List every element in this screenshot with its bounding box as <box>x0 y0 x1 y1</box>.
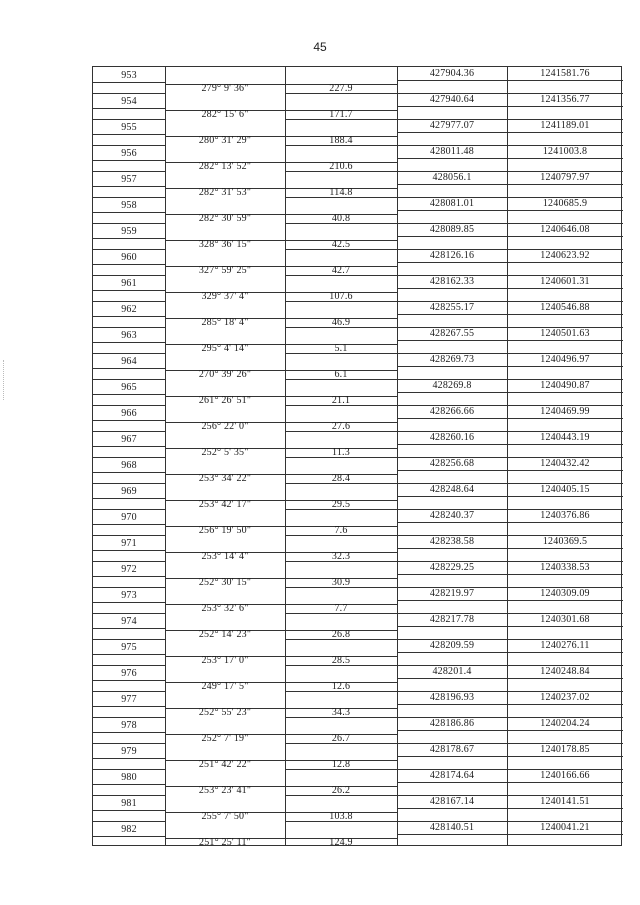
row-divider <box>93 275 165 276</box>
row-subdivider <box>397 132 623 133</box>
row-subdivider <box>93 446 165 447</box>
coordinate-y: 1240432.42 <box>540 458 590 469</box>
point-number: 977 <box>121 694 137 705</box>
row-subdivider <box>93 550 165 551</box>
coordinate-y: 1240623.92 <box>540 250 590 261</box>
row-subdivider <box>93 264 165 265</box>
row-divider <box>285 197 397 198</box>
row-subdivider <box>397 808 623 809</box>
row-divider <box>93 691 165 692</box>
segment-length: 103.8 <box>329 811 353 822</box>
row-divider <box>285 327 397 328</box>
direction-angle: 295° 4' 14" <box>201 343 249 354</box>
row-subdivider <box>93 212 165 213</box>
row-subdivider <box>93 238 165 239</box>
row-subdivider <box>93 316 165 317</box>
coordinate-y: 1241189.01 <box>540 120 590 131</box>
coordinate-y: 1240443.19 <box>540 432 590 443</box>
row-subdivider <box>93 576 165 577</box>
segment-length: 171.7 <box>329 109 353 120</box>
row-divider <box>93 145 165 146</box>
row-subdivider <box>397 626 623 627</box>
point-number: 960 <box>121 252 137 263</box>
segment-length: 29.5 <box>331 499 351 510</box>
direction-angle: 261° 26' 51" <box>198 395 252 406</box>
direction-angle: 253° 14' 4" <box>201 551 249 562</box>
row-subdivider <box>397 600 623 601</box>
row-divider <box>285 405 397 406</box>
point-number: 967 <box>121 434 137 445</box>
coordinate-y: 1240797.97 <box>540 172 590 183</box>
row-subdivider <box>397 80 623 81</box>
row-subdivider <box>397 730 623 731</box>
point-number: 975 <box>121 642 137 653</box>
row-subdivider <box>397 834 623 835</box>
row-divider <box>93 327 165 328</box>
row-subdivider <box>93 290 165 291</box>
row-subdivider <box>397 496 623 497</box>
direction-angle: 252° 30' 15" <box>198 577 252 588</box>
row-subdivider <box>93 524 165 525</box>
segment-length: 7.6 <box>334 525 348 536</box>
row-subdivider <box>93 784 165 785</box>
segment-length: 26.8 <box>331 629 351 640</box>
point-number: 972 <box>121 564 137 575</box>
row-divider <box>285 431 397 432</box>
coordinate-y: 1241003.8 <box>542 146 588 157</box>
coordinates-table <box>92 66 622 846</box>
coordinate-y: 1240309.09 <box>540 588 590 599</box>
direction-angle: 282° 15' 6" <box>201 109 249 120</box>
coordinate-x: 427940.64 <box>429 94 475 105</box>
row-subdivider <box>93 758 165 759</box>
coordinate-x: 428201.4 <box>432 666 472 677</box>
row-subdivider <box>397 314 623 315</box>
row-divider <box>285 301 397 302</box>
segment-length: 227.9 <box>329 83 353 94</box>
direction-angle: 255° 7' 50" <box>201 811 249 822</box>
row-divider <box>93 769 165 770</box>
segment-length: 188.4 <box>329 135 353 146</box>
row-divider <box>93 93 165 94</box>
row-divider <box>93 717 165 718</box>
row-divider <box>93 353 165 354</box>
coordinate-y: 1240276.11 <box>540 640 590 651</box>
row-divider <box>285 379 397 380</box>
direction-angle: 252° 5' 35" <box>201 447 249 458</box>
point-number: 957 <box>121 174 137 185</box>
row-subdivider <box>93 186 165 187</box>
segment-length: 12.8 <box>331 759 351 770</box>
coordinate-y: 1240141.51 <box>540 796 590 807</box>
row-divider <box>93 535 165 536</box>
coordinate-x: 428089.85 <box>429 224 475 235</box>
row-subdivider <box>397 340 623 341</box>
segment-length: 26.2 <box>331 785 351 796</box>
coordinate-x: 427904.36 <box>429 68 475 79</box>
segment-length: 210.6 <box>329 161 353 172</box>
row-divider <box>285 119 397 120</box>
row-divider <box>93 561 165 562</box>
row-subdivider <box>397 236 623 237</box>
segment-length: 42.5 <box>331 239 351 250</box>
row-subdivider <box>93 836 165 837</box>
direction-angle: 327° 59' 25" <box>198 265 252 276</box>
segment-length: 46.9 <box>331 317 351 328</box>
segment-length: 114.8 <box>329 187 353 198</box>
coordinate-y: 1240501.63 <box>540 328 590 339</box>
row-divider <box>285 483 397 484</box>
point-number: 973 <box>121 590 137 601</box>
segment-length: 12.6 <box>331 681 351 692</box>
row-divider <box>93 171 165 172</box>
row-divider <box>285 249 397 250</box>
row-divider <box>93 457 165 458</box>
row-subdivider <box>93 680 165 681</box>
direction-angle: 256° 22' 0" <box>201 421 249 432</box>
point-number: 961 <box>121 278 137 289</box>
row-divider <box>285 457 397 458</box>
coordinate-x: 428260.16 <box>429 432 475 443</box>
point-number: 962 <box>121 304 137 315</box>
row-subdivider <box>93 342 165 343</box>
row-divider <box>285 561 397 562</box>
coordinate-x: 428167.14 <box>429 796 475 807</box>
direction-angle: 253° 17' 0" <box>201 655 249 666</box>
coordinate-y: 1240301.68 <box>540 614 590 625</box>
segment-length: 124.9 <box>329 837 353 848</box>
coordinate-x: 428255.17 <box>429 302 475 313</box>
row-divider <box>93 665 165 666</box>
coordinate-x: 428217.78 <box>429 614 475 625</box>
row-divider <box>285 717 397 718</box>
point-number: 982 <box>121 824 137 835</box>
coordinate-x: 428140.51 <box>429 822 475 833</box>
scan-artifact <box>3 360 5 400</box>
row-divider <box>285 223 397 224</box>
coordinate-x: 428162.33 <box>429 276 475 287</box>
segment-length: 30.9 <box>331 577 351 588</box>
row-divider <box>93 249 165 250</box>
segment-length: 42.7 <box>331 265 351 276</box>
row-subdivider <box>397 418 623 419</box>
coordinate-y: 1241356.77 <box>540 94 590 105</box>
point-number: 981 <box>121 798 137 809</box>
coordinate-y: 1240490.87 <box>540 380 590 391</box>
row-subdivider <box>93 82 165 83</box>
coordinate-y: 1240469.99 <box>540 406 590 417</box>
direction-angle: 252° 55' 23" <box>198 707 252 718</box>
direction-angle: 252° 14' 23" <box>198 629 252 640</box>
segment-length: 28.5 <box>331 655 351 666</box>
segment-length: 28.4 <box>331 473 351 484</box>
coordinate-y: 1240178.85 <box>540 744 590 755</box>
row-divider <box>285 145 397 146</box>
segment-length: 32.3 <box>331 551 351 562</box>
point-number: 958 <box>121 200 137 211</box>
coordinate-x: 428081.01 <box>429 198 475 209</box>
coordinate-y: 1240601.31 <box>540 276 590 287</box>
row-divider <box>285 639 397 640</box>
coordinate-y: 1240546.88 <box>540 302 590 313</box>
row-subdivider <box>93 732 165 733</box>
direction-angle: 282° 31' 53" <box>198 187 252 198</box>
row-subdivider <box>93 602 165 603</box>
coordinate-y: 1240376.86 <box>540 510 590 521</box>
row-subdivider <box>397 574 623 575</box>
coordinate-x: 428219.97 <box>429 588 475 599</box>
point-number: 953 <box>121 70 137 81</box>
direction-angle: 251° 42' 22" <box>198 759 252 770</box>
row-divider <box>285 795 397 796</box>
row-subdivider <box>397 522 623 523</box>
point-number: 965 <box>121 382 137 393</box>
point-number: 978 <box>121 720 137 731</box>
row-divider <box>285 93 397 94</box>
coordinate-y: 1240237.02 <box>540 692 590 703</box>
point-number: 969 <box>121 486 137 497</box>
row-subdivider <box>397 366 623 367</box>
segment-length: 11.3 <box>332 447 350 458</box>
direction-angle: 253° 23' 41" <box>198 785 252 796</box>
direction-angle: 329° 37' 4" <box>201 291 249 302</box>
coordinate-y: 1240166.66 <box>540 770 590 781</box>
coordinate-x: 428174.64 <box>429 770 475 781</box>
coordinate-x: 427977.07 <box>429 120 475 131</box>
coordinate-x: 428248.64 <box>429 484 475 495</box>
row-divider <box>285 665 397 666</box>
row-subdivider <box>397 782 623 783</box>
direction-angle: 249° 17' 5" <box>201 681 249 692</box>
point-number: 968 <box>121 460 137 471</box>
row-divider <box>285 535 397 536</box>
row-divider <box>285 587 397 588</box>
row-subdivider <box>397 444 623 445</box>
row-divider <box>285 769 397 770</box>
coordinate-y: 1240204.24 <box>540 718 590 729</box>
segment-length: 26.7 <box>331 733 351 744</box>
segment-length: 27.6 <box>331 421 351 432</box>
row-subdivider <box>397 652 623 653</box>
row-divider <box>93 223 165 224</box>
row-subdivider <box>397 106 623 107</box>
coordinate-y: 1240646.08 <box>540 224 590 235</box>
row-divider <box>285 509 397 510</box>
row-divider <box>93 431 165 432</box>
segment-length: 107.6 <box>329 291 353 302</box>
coordinate-y: 1240248.84 <box>540 666 590 677</box>
row-subdivider <box>397 548 623 549</box>
coordinate-x: 428196.93 <box>429 692 475 703</box>
row-subdivider <box>397 210 623 211</box>
coordinate-x: 428178.67 <box>429 744 475 755</box>
direction-angle: 253° 32' 6" <box>201 603 249 614</box>
row-divider <box>285 353 397 354</box>
coordinate-x: 428240.37 <box>429 510 475 521</box>
row-subdivider <box>397 756 623 757</box>
row-divider <box>93 119 165 120</box>
row-subdivider <box>93 706 165 707</box>
row-divider <box>285 691 397 692</box>
point-number: 956 <box>121 148 137 159</box>
direction-angle: 252° 7' 19" <box>201 733 249 744</box>
coordinate-y: 1240405.15 <box>540 484 590 495</box>
row-subdivider <box>93 108 165 109</box>
row-subdivider <box>93 160 165 161</box>
direction-angle: 270° 39' 26" <box>198 369 252 380</box>
point-number: 971 <box>121 538 137 549</box>
coordinate-y: 1240496.97 <box>540 354 590 365</box>
point-number: 974 <box>121 616 137 627</box>
row-subdivider <box>93 472 165 473</box>
coordinate-x: 428267.55 <box>429 328 475 339</box>
segment-length: 5.1 <box>334 343 348 354</box>
direction-angle: 251° 25' 11" <box>199 837 251 848</box>
coordinate-y: 1240369.5 <box>542 536 588 547</box>
segment-length: 7.7 <box>334 603 348 614</box>
segment-length: 40.8 <box>331 213 351 224</box>
row-divider <box>93 743 165 744</box>
row-subdivider <box>93 654 165 655</box>
row-divider <box>93 795 165 796</box>
row-divider <box>93 379 165 380</box>
row-divider <box>93 405 165 406</box>
coordinate-x: 428266.66 <box>429 406 475 417</box>
point-number: 976 <box>121 668 137 679</box>
row-subdivider <box>397 184 623 185</box>
row-subdivider <box>93 394 165 395</box>
row-subdivider <box>397 704 623 705</box>
row-subdivider <box>397 678 623 679</box>
coordinate-x: 428229.25 <box>429 562 475 573</box>
segment-length: 21.1 <box>331 395 351 406</box>
row-subdivider <box>93 420 165 421</box>
direction-angle: 253° 42' 17" <box>198 499 252 510</box>
row-subdivider <box>93 810 165 811</box>
point-number: 979 <box>121 746 137 757</box>
row-divider <box>93 301 165 302</box>
row-subdivider <box>93 628 165 629</box>
coordinate-x: 428056.1 <box>432 172 472 183</box>
row-divider <box>93 587 165 588</box>
coordinate-x: 428256.68 <box>429 458 475 469</box>
point-number: 955 <box>121 122 137 133</box>
row-divider <box>93 821 165 822</box>
row-divider <box>285 613 397 614</box>
coordinate-y: 1240685.9 <box>542 198 588 209</box>
point-number: 959 <box>121 226 137 237</box>
row-divider <box>93 613 165 614</box>
coordinate-x: 428269.73 <box>429 354 475 365</box>
direction-angle: 282° 30' 59" <box>198 213 252 224</box>
row-divider <box>93 483 165 484</box>
direction-angle: 285° 18' 4" <box>201 317 249 328</box>
direction-angle: 280° 31' 29" <box>198 135 252 146</box>
direction-angle: 282° 13' 52" <box>198 161 252 172</box>
direction-angle: 256° 19' 50" <box>198 525 252 536</box>
row-divider <box>93 197 165 198</box>
coordinate-x: 428126.16 <box>429 250 475 261</box>
coordinate-x: 428269.8 <box>432 380 472 391</box>
row-divider <box>285 743 397 744</box>
row-divider <box>93 639 165 640</box>
segment-length: 34.3 <box>331 707 351 718</box>
row-subdivider <box>93 368 165 369</box>
row-divider <box>93 509 165 510</box>
row-subdivider <box>397 392 623 393</box>
point-number: 970 <box>121 512 137 523</box>
row-subdivider <box>397 288 623 289</box>
segment-length: 6.1 <box>334 369 348 380</box>
page-number: 45 <box>313 40 327 54</box>
coordinate-y: 1240338.53 <box>540 562 590 573</box>
row-subdivider <box>93 498 165 499</box>
row-divider <box>285 171 397 172</box>
point-number: 980 <box>121 772 137 783</box>
direction-angle: 253° 34' 22" <box>198 473 252 484</box>
direction-angle: 328° 36' 15" <box>198 239 252 250</box>
point-number: 954 <box>121 96 137 107</box>
coordinate-y: 1241581.76 <box>540 68 590 79</box>
coordinate-x: 428238.58 <box>429 536 475 547</box>
row-subdivider <box>93 134 165 135</box>
coordinate-x: 428209.59 <box>429 640 475 651</box>
row-subdivider <box>397 158 623 159</box>
row-divider <box>285 821 397 822</box>
row-subdivider <box>397 262 623 263</box>
row-subdivider <box>397 470 623 471</box>
point-number: 966 <box>121 408 137 419</box>
point-number: 964 <box>121 356 137 367</box>
direction-angle: 279° 9' 36" <box>201 83 249 94</box>
point-number: 963 <box>121 330 137 341</box>
coordinate-x: 428011.48 <box>430 146 474 157</box>
coordinate-x: 428186.86 <box>429 718 475 729</box>
row-divider <box>285 275 397 276</box>
coordinate-y: 1240041.21 <box>540 822 590 833</box>
